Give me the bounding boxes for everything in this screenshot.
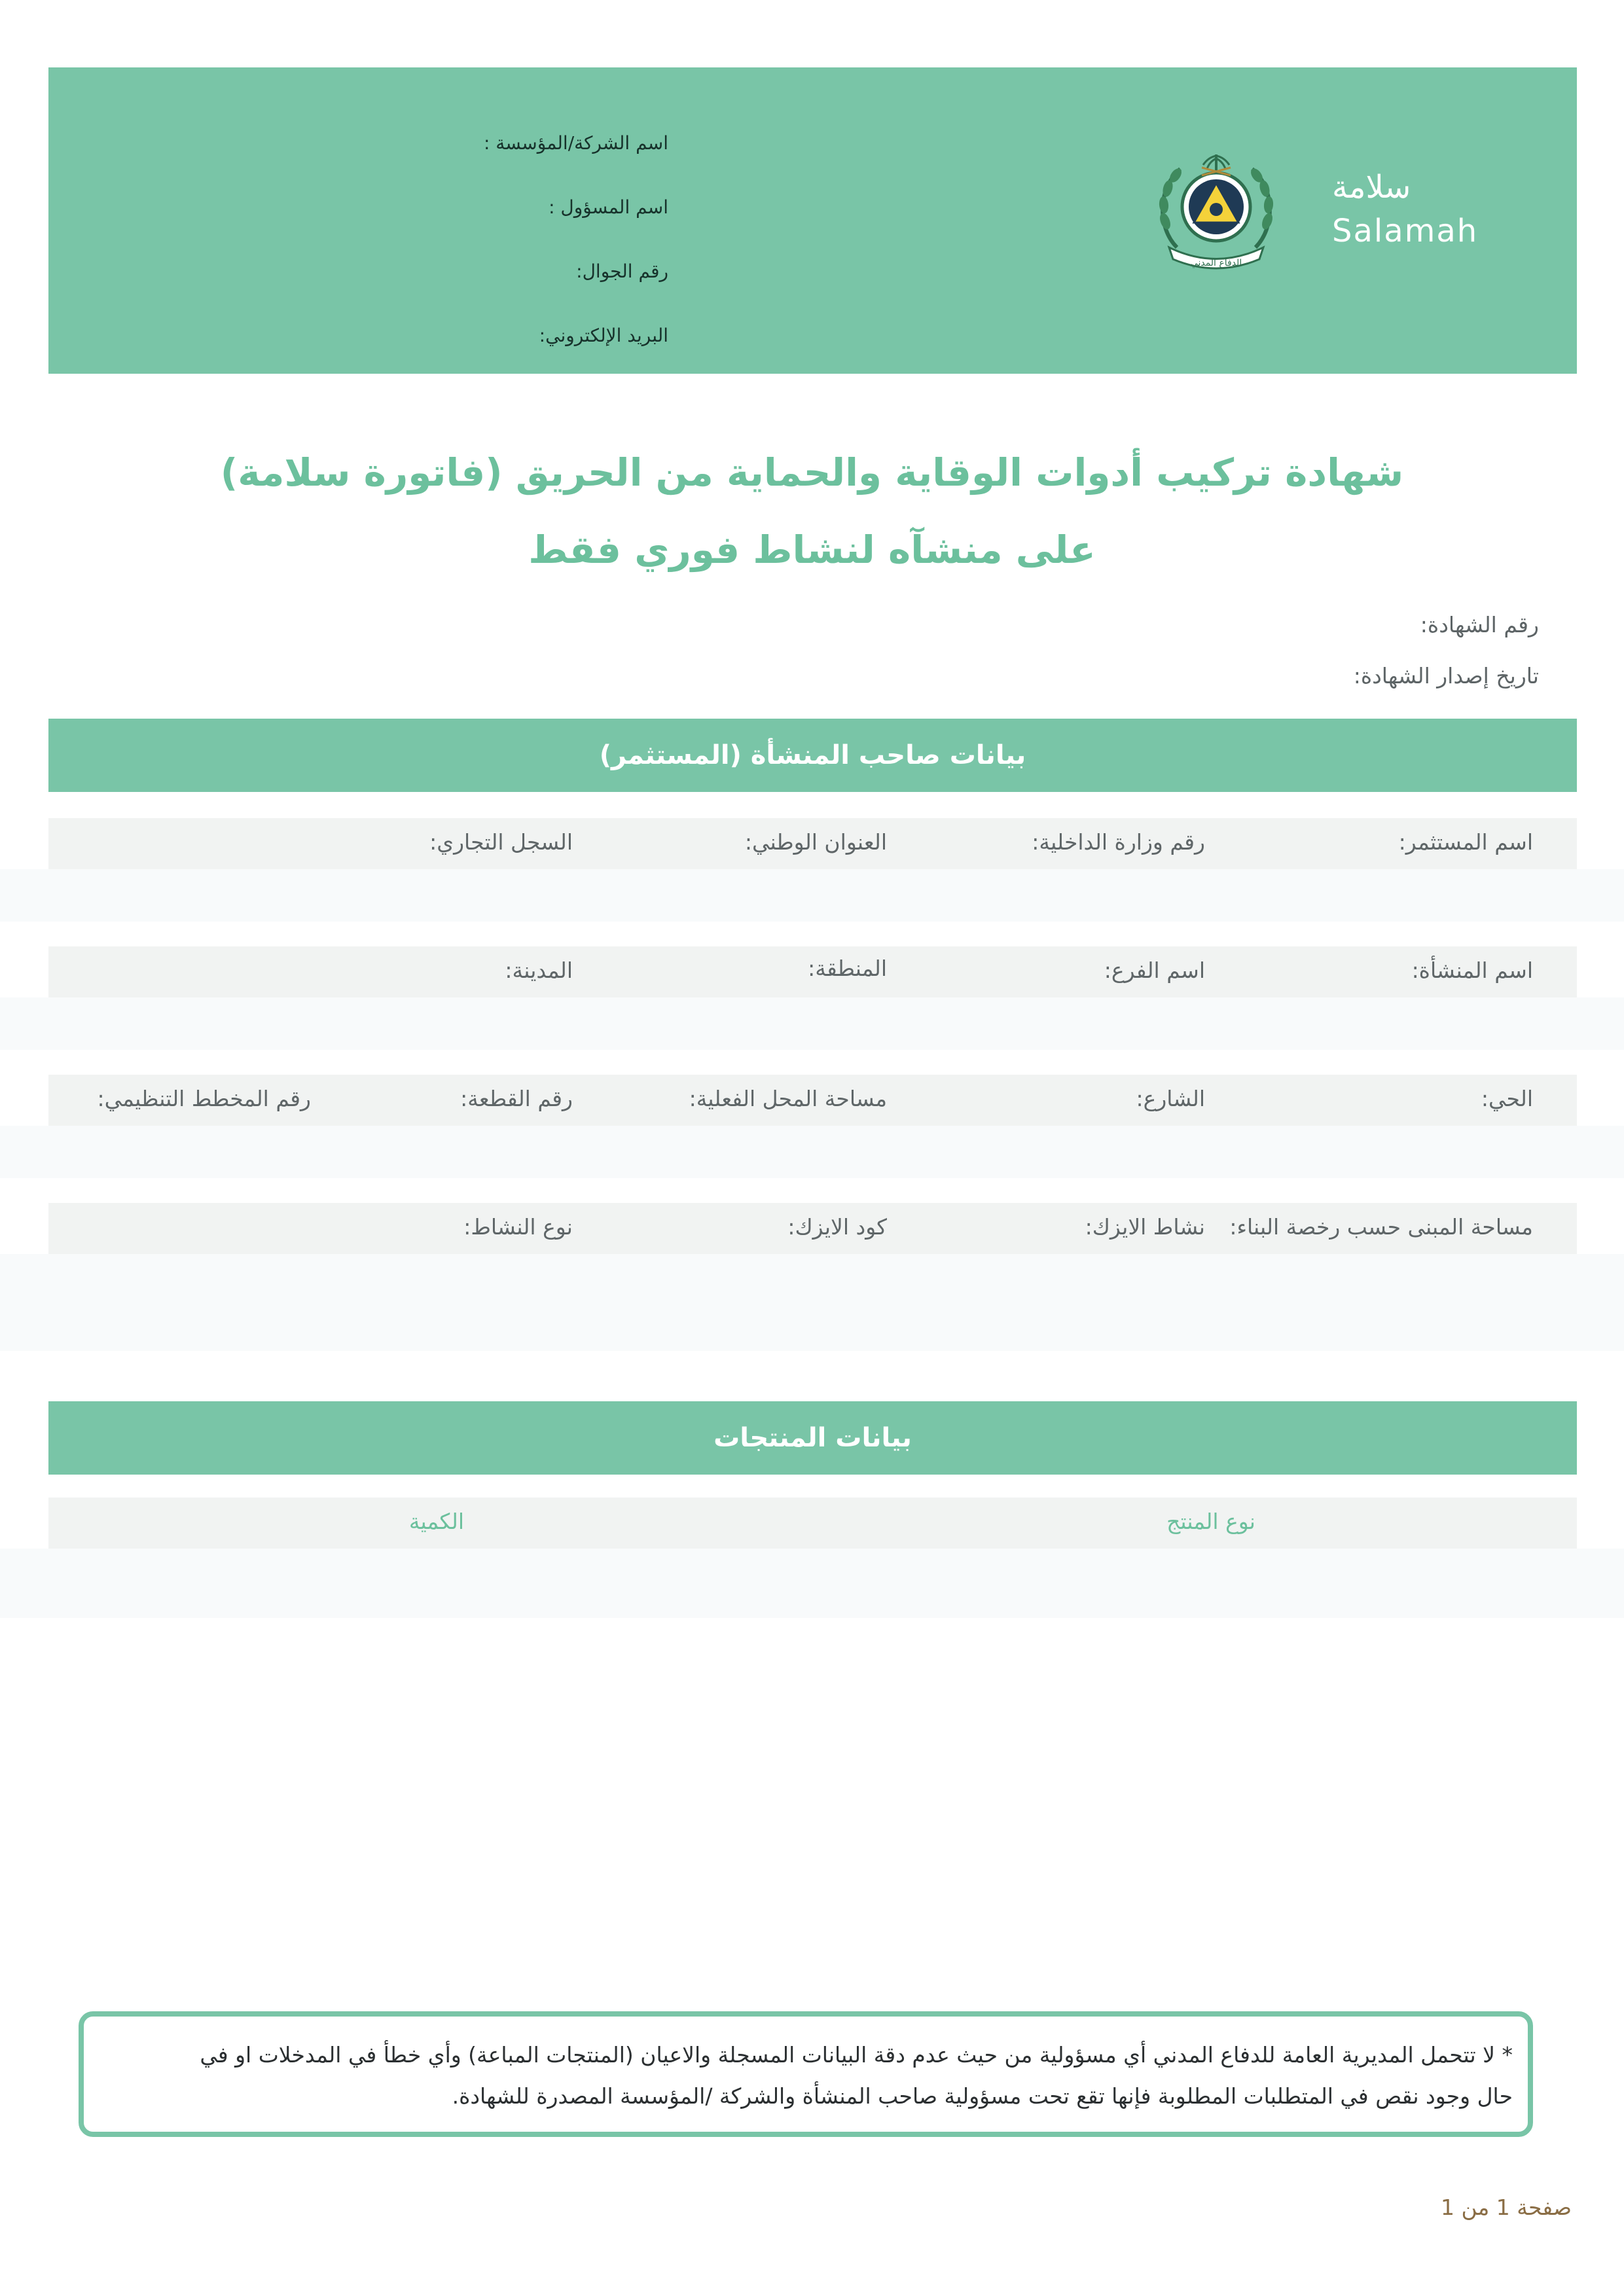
city-label: المدينة: [505,958,573,983]
owner-section-header: بيانات صاحب المنشأة (المستثمر) [48,719,1577,792]
page-subtitle: على منشآه لنشاط فوري فقط [528,528,1096,572]
district-label: الحي: [1481,1086,1533,1111]
national-address-label: العنوان الوطني: [744,829,887,855]
commercial-register-label: السجل التجاري: [429,829,573,855]
products-value-row [0,1549,1624,1618]
disclaimer-line-1: * لا تتحمل المديرية العامة للدفاع المدني أي مسؤولية من حيث عدم دقة البيانات المسجلة والاعيان (المنتجات المباعة) وأي خطأ في المدخلات او في [200,2042,1513,2068]
isic-code-label: كود الايزك: [787,1214,887,1240]
isic-activity-label: نشاط الايزك: [1085,1214,1205,1240]
region-label: المنطقة: [808,956,887,981]
moi-number-label: رقم وزارة الداخلية: [1032,829,1205,855]
certificate-number-label: رقم الشهادة: [1420,612,1539,637]
brand-name-english: Salamah [1332,213,1479,249]
activity-type-label: نوع النشاط: [463,1214,573,1240]
brand-name-arabic: سلامة [1332,169,1411,206]
investor-name-label: اسم المستثمر: [1398,829,1533,855]
owner-value-row-3 [0,1126,1624,1178]
facility-name-label: اسم المنشأة: [1411,958,1533,983]
branch-name-label: اسم الفرع: [1104,958,1205,983]
company-name-label: اسم الشركة/المؤسسة : [483,132,668,154]
civil-defense-logo [1151,149,1282,274]
owner-value-row-1 [0,869,1624,922]
products-section-header: بيانات المنتجات [48,1401,1577,1475]
disclaimer-box [79,2011,1533,2137]
actual-shop-area-label: مساحة المحل الفعلية: [689,1086,887,1111]
disclaimer-line-2: حال وجود نقص في المتطلبات المطلوبة فإنها تقع تحت مسؤولية صاحب المنشأة والشركة /المؤسسة المصدرة للشهادة. [452,2083,1513,2109]
plot-number-label: رقم القطعة: [460,1086,573,1111]
quantity-column-header: الكمية [408,1509,464,1534]
logo-caption: الدفاع المدني [1190,258,1242,268]
products-header-row [48,1498,1577,1549]
mobile-label: رقم الجوال: [576,260,668,282]
page-number: صفحة 1 من 1 [1441,2195,1572,2220]
page-title: شهادة تركيب أدوات الوقاية والحماية من الحريق (فاتورة سلامة) [220,450,1404,495]
owner-value-row-4 [0,1254,1624,1351]
building-area-permit-label: مساحة المبنى حسب رخصة البناء: [1229,1214,1533,1240]
planning-scheme-number-label: رقم المخطط التنظيمي: [97,1086,311,1111]
certificate-date-label: تاريخ إصدار الشهادة: [1353,663,1539,689]
email-label: البريد الإلكتروني: [539,325,668,346]
manager-name-label: اسم المسؤول : [549,196,668,218]
street-label: الشارع: [1136,1086,1205,1111]
product-type-column-header: نوع المنتج [1166,1509,1255,1534]
owner-value-row-2 [0,997,1624,1050]
